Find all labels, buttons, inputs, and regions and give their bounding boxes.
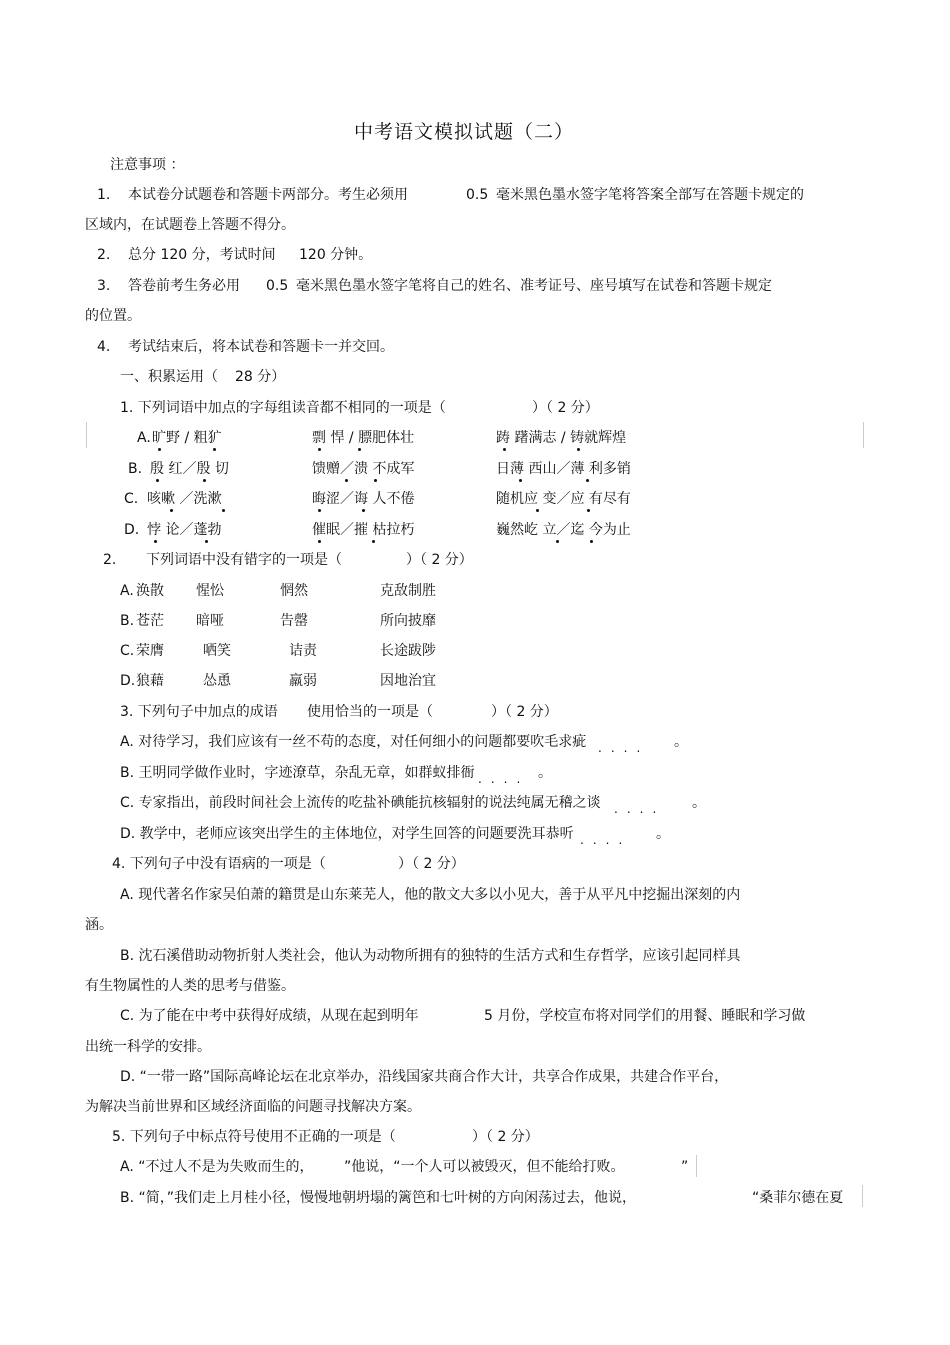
- q2-score: ）（ 2 分）: [406, 552, 473, 568]
- q2-option-a-w3: 惘然: [280, 583, 308, 599]
- q2-option-b-w3: 告罄: [280, 613, 308, 629]
- emphasis-dot: [587, 509, 590, 512]
- q3-option-d: D. 教学中，老师应该突出学生的主体地位，对学生回答的问题要洗耳恭听: [120, 826, 574, 842]
- notice-item-1-rest: 毫米黑色墨水签字笔将答案全部写在答题卡规定的: [496, 187, 804, 203]
- emphasis-dot: [374, 479, 377, 482]
- q1-option-c-c1: 咳嗽 ／洗漱: [147, 491, 222, 507]
- q4-option-c-line1: C. 为了能在中考中获得好成绩，从现在起到明年: [120, 1008, 419, 1024]
- q5-option-a: A. “不过人不是为失败而生的，: [120, 1159, 314, 1175]
- notice-item-2-num: 2.: [97, 247, 111, 263]
- q1-option-d-c2: 催眠／摧 枯拉朽: [312, 522, 415, 538]
- q4-option-c-line1b: 5 月份，学校宣布将对同学们的用餐、睡眠和学习做: [484, 1008, 806, 1024]
- q3-option-a-end: 。: [674, 734, 688, 750]
- q3-option-d-end: 。: [656, 826, 670, 842]
- q2-option-a-w4: 克敌制胜: [380, 583, 436, 599]
- q2-option-c-w1: 荣膺: [136, 643, 164, 659]
- q3-option-c: C. 专家指出，前段时间社会上流传的吃盐补碘能抗核辐射的说法纯属无稽之谈: [120, 795, 601, 811]
- q3-option-b-end: 。: [538, 765, 552, 781]
- q4-option-a-line1: A. 现代著名作家吴伯萧的籍贯是山东莱芜人，他的散文大多以小见大，善于从平凡中挖掘出深刻的内: [120, 887, 741, 903]
- emphasis-dot: [158, 448, 161, 451]
- q2-option-b-w2: 暗哑: [196, 613, 224, 629]
- notice-item-1-text: 本试卷分试题卷和答题卡两部分。考生必须用: [128, 187, 408, 203]
- q4-option-b-line1: B. 沈石溪借助动物折射人类社会，他认为动物所拥有的独特的生活方式和生存哲学，应该引起同样具: [120, 948, 741, 964]
- q2-option-d-w3: 羸弱: [289, 673, 317, 689]
- emphasis-dot: [318, 540, 321, 543]
- q2-option-b-w1: 苍茫: [136, 613, 164, 629]
- emphasis-dot: [577, 448, 580, 451]
- q2-option-a-label: A.: [120, 583, 134, 599]
- q1-option-d-c1: 悖 论／蓬勃: [147, 522, 222, 538]
- notice-item-4-num: 4.: [97, 339, 111, 355]
- q2-option-b-label: B.: [120, 613, 135, 629]
- q2-number: 2.: [103, 552, 117, 568]
- margin-line-left: [86, 422, 87, 448]
- q2-option-c-label: C.: [120, 643, 135, 659]
- q1-score: ）（ 2 分）: [532, 400, 599, 416]
- notice-heading: 注意事项 ：: [110, 157, 185, 173]
- notice-item-3-text: 答卷前考生务必用: [128, 278, 240, 294]
- q2-option-b-w4: 所向披靡: [380, 613, 436, 629]
- q4-score: ）（ 2 分）: [398, 856, 465, 872]
- q1-option-d-c3: 巍然屹 立／迄 今为止: [496, 522, 631, 538]
- q5-option-a-end: ”: [681, 1159, 689, 1175]
- emphasis-dot: [372, 540, 375, 543]
- q4-option-b-line2: 有生物属性的人类的思考与借鉴。: [85, 978, 295, 994]
- q5-score: ）（ 2 分）: [472, 1129, 539, 1145]
- q4-stem: 4. 下列句子中没有语病的一项是（: [112, 856, 326, 872]
- q2-option-a-w1: 涣散: [136, 583, 164, 599]
- emphasis-dot: [586, 479, 589, 482]
- q1-option-c-c3: 随机应 变／应 有尽有: [496, 491, 631, 507]
- q2-option-d-w4: 因地治宜: [380, 673, 436, 689]
- q5-option-b: B. “简，”我们走上月桂小径，慢慢地朝坍塌的篱笆和七叶树的方向闲荡过去，他说，: [120, 1190, 637, 1206]
- q1-stem: 1. 下列词语中加点的字每组读音都不相同的一项是（: [120, 400, 446, 416]
- notice-item-2-text: 总分 120 分，考试时间: [128, 247, 276, 263]
- page-title: 中考语文模拟试题（二）: [354, 121, 575, 143]
- q2-option-c-w4: 长途跋陟: [380, 643, 436, 659]
- margin-line: [696, 1155, 697, 1177]
- notice-item-3-mid: 0.5: [266, 278, 289, 294]
- notice-item-1-cont: 区域内，在试题卷上答题不得分。: [85, 217, 295, 233]
- q4-option-d-line1: D. “一带一路”国际高峰论坛在北京举办，沿线国家共商合作大计，共享合作成果，共建合作平台，: [120, 1069, 729, 1085]
- emphasis-dot: [536, 509, 539, 512]
- q3-score: ）（ 2 分）: [491, 704, 558, 720]
- emphasis-dot: [318, 448, 321, 451]
- emphasis-dots: ....: [598, 741, 650, 755]
- emphasis-dots: ....: [478, 772, 530, 786]
- emphasis-dot: [203, 479, 206, 482]
- q2-option-d-label: D.: [120, 673, 136, 689]
- q4-option-d-line2: 为解决当前世界和区域经济面临的问题寻找解决方案。: [85, 1099, 421, 1115]
- q1-option-a-c3: 踌 躇满志 / 铸就辉煌: [496, 430, 627, 446]
- emphasis-dot: [556, 540, 559, 543]
- emphasis-dot: [358, 448, 361, 451]
- q3-option-b: B. 王明同学做作业时，字迹潦草，杂乱无章，如群蚁排衙: [120, 765, 475, 781]
- emphasis-dot: [590, 540, 593, 543]
- q1-option-c-c2: 晦涩／诲 人不倦: [312, 491, 415, 507]
- emphasis-dot: [205, 540, 208, 543]
- q4-option-c-line2: 出统一科学的安排。: [85, 1039, 211, 1055]
- q3-stem: 3. 下列句子中加点的成语: [120, 704, 278, 720]
- q1-option-b-c1: 殷 红／殷 切: [150, 461, 229, 477]
- emphasis-dot: [170, 509, 173, 512]
- notice-item-2-mid: 120 分钟。: [299, 247, 373, 263]
- q2-stem: 下列词语中没有错字的一项是（: [146, 552, 342, 568]
- q3-stem-cont: 使用恰当的一项是（: [307, 704, 433, 720]
- q1-option-a-c1: 旷野 / 粗犷: [152, 430, 222, 446]
- q1-option-b-c3: 日薄 西山／薄 利多销: [496, 461, 631, 477]
- section-score: 28 分）: [235, 369, 286, 385]
- notice-item-3-rest: 毫米黑色墨水签字笔将自己的姓名、准考证号、座号填写在试卷和答题卡规定: [296, 278, 772, 294]
- q5-option-b-cont: “桑菲尔德在夏: [752, 1190, 844, 1206]
- emphasis-dot: [345, 479, 348, 482]
- margin-line-right: [863, 422, 864, 448]
- q1-option-a-label: A.: [137, 430, 151, 446]
- q1-option-b-label: B.: [128, 461, 143, 477]
- q5-stem: 5. 下列句子中标点符号使用不正确的一项是（: [112, 1129, 396, 1145]
- emphasis-dots: ....: [580, 833, 632, 847]
- notice-item-1-num: 1.: [97, 187, 111, 203]
- emphasis-dot: [213, 448, 216, 451]
- q3-option-a: A. 对待学习，我们应该有一丝不苟的态度，对任何细小的问题都要吹毛求疵: [120, 734, 587, 750]
- q1-option-c-label: C.: [124, 491, 139, 507]
- notice-item-3-cont: 的位置。: [85, 308, 141, 324]
- q2-option-d-w2: 怂恿: [203, 673, 231, 689]
- q1-option-a-c2: 剽 悍 / 膘肥体壮: [312, 430, 415, 446]
- emphasis-dot: [222, 509, 225, 512]
- q2-option-c-w3: 诘责: [289, 643, 317, 659]
- q2-option-a-w2: 惺忪: [196, 583, 224, 599]
- notice-item-4-text: 考试结束后，将本试卷和答题卡一并交回。: [128, 339, 394, 355]
- q3-option-c-end: 。: [692, 795, 706, 811]
- notice-item-1-mid: 0.5: [466, 187, 489, 203]
- emphasis-dot: [318, 509, 321, 512]
- q1-option-b-c2: 馈赠／溃 不成军: [312, 461, 415, 477]
- q5-option-a-cont: ”他说，“一个人可以被毁灭，但不能给打败。: [344, 1159, 625, 1175]
- emphasis-dot: [503, 448, 506, 451]
- emphasis-dot: [362, 509, 365, 512]
- emphasis-dot: [156, 479, 159, 482]
- q2-option-d-w1: 狼藉: [136, 673, 164, 689]
- q1-option-d-label: D.: [124, 522, 140, 538]
- emphasis-dot: [154, 540, 157, 543]
- notice-item-3-num: 3.: [97, 278, 111, 294]
- q2-option-c-w2: 哂笑: [203, 643, 231, 659]
- emphasis-dots: ....: [614, 802, 666, 816]
- margin-line: [862, 1185, 863, 1207]
- emphasis-dot: [519, 479, 522, 482]
- section-heading: 一、积累运用（: [120, 369, 218, 385]
- q4-option-a-line2: 涵。: [85, 917, 113, 933]
